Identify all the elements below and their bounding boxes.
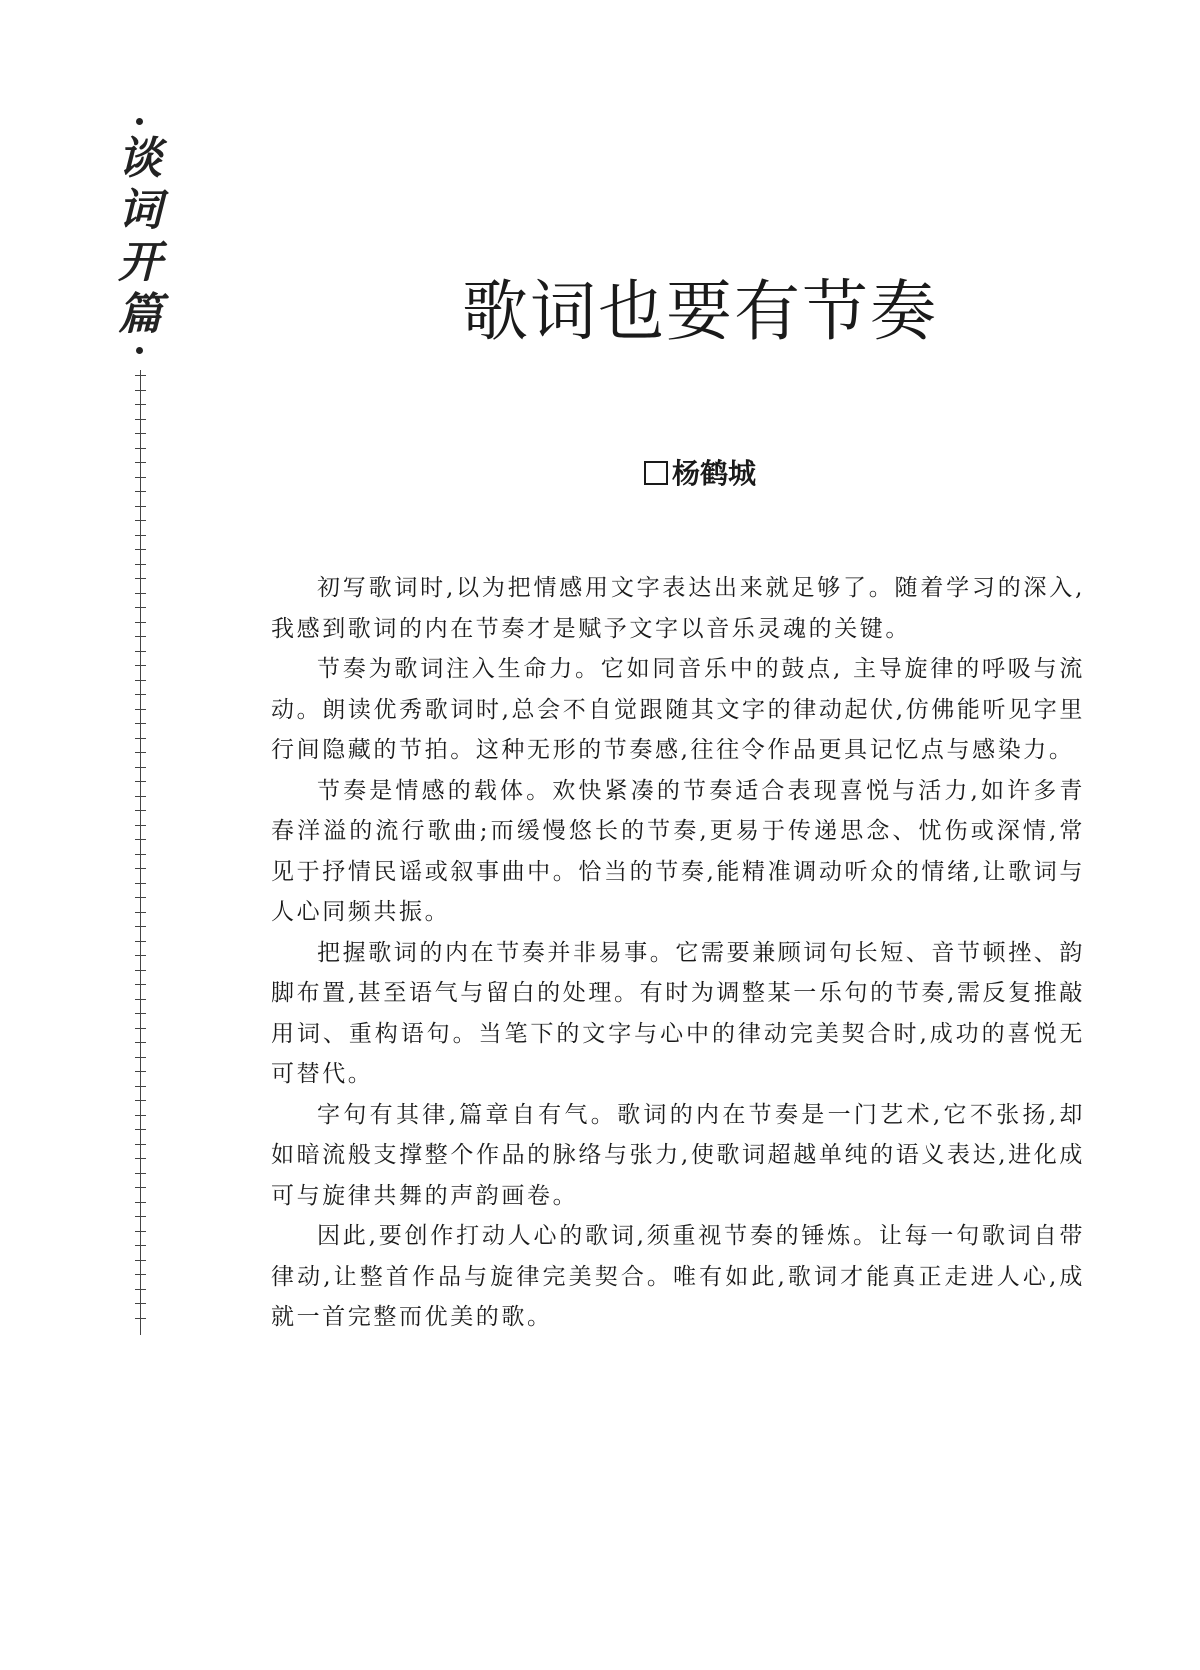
- article-paragraph: 节奏是情感的载体。欢快紧凑的节奏适合表现喜悦与活力,如许多青春洋溢的流行歌曲;而缓慢悠长的节奏,更易于传递思念、忧伤或深情,常见于抒情民谣或叙事曲中。恰当的节奏,能精准调动听众的情绪,让歌词与人心同频共振。: [271, 777, 1085, 925]
- decorative-cross-tick: [135, 665, 146, 666]
- decorative-cross-tick: [135, 723, 146, 724]
- article-paragraph: 把握歌词的内在节奏并非易事。它需要兼顾词句长短、音节顿挫、韵脚布置,甚至语气与留白的处理。有时为调整某一乐句的节奏,需反复推敲用词、重构语句。当笔下的文字与心中的律动完美契合时,成功的喜悦无可替代。: [271, 939, 1085, 1087]
- decorative-cross-tick: [135, 1318, 146, 1319]
- decorative-cross-tick: [135, 549, 146, 550]
- article-title: 歌词也要有节奏: [462, 273, 938, 350]
- article-paragraph: 初写歌词时,以为把情感用文字表达出来就足够了。随着学习的深入,我感到歌词的内在节奏才是赋予文字以音乐灵魂的关键。: [271, 575, 1085, 642]
- decorative-cross-tick: [135, 1013, 146, 1014]
- decor-dot-bottom: [136, 347, 143, 354]
- section-tag-char: 开: [118, 237, 162, 288]
- decorative-cross-tick: [135, 694, 146, 695]
- decorative-cross-tick: [135, 390, 146, 391]
- decorative-cross-tick: [135, 1071, 146, 1072]
- decorative-cross-tick: [135, 883, 146, 884]
- decorative-cross-tick: [135, 1216, 146, 1217]
- decorative-cross-tick: [135, 375, 146, 376]
- decorative-cross-tick: [135, 1129, 146, 1130]
- decorative-cross-tick: [135, 825, 146, 826]
- decorative-cross-tick: [135, 912, 146, 913]
- decorative-cross-tick: [135, 1274, 146, 1275]
- decorative-cross-tick: [135, 781, 146, 782]
- decorative-cross-tick: [135, 941, 146, 942]
- decorative-cross-tick: [135, 810, 146, 811]
- decorative-cross-tick: [135, 1042, 146, 1043]
- decorative-cross-tick: [135, 854, 146, 855]
- decorative-cross-tick: [135, 839, 146, 840]
- decorative-cross-tick: [135, 752, 146, 753]
- decorative-cross-tick: [135, 433, 146, 434]
- decorative-cross-tick: [135, 404, 146, 405]
- decorative-cross-tick: [135, 1028, 146, 1029]
- section-tag: [118, 133, 162, 341]
- article-paragraph: 因此,要创作打动人心的歌词,须重视节奏的锤炼。让每一句歌词自带律动,让整首作品与旋律完美契合。唯有如此,歌词才能真正走进人心,成就一首完整而优美的歌。: [271, 1223, 1085, 1330]
- decorative-cross-tick: [135, 1144, 146, 1145]
- decorative-cross-tick: [135, 1231, 146, 1232]
- decorative-cross-tick: [135, 1245, 146, 1246]
- decorative-cross-tick: [135, 506, 146, 507]
- decorative-cross-tick: [135, 578, 146, 579]
- decorative-cross-tick: [135, 1303, 146, 1304]
- decorative-cross-tick: [135, 796, 146, 797]
- decorative-cross-tick: [135, 926, 146, 927]
- author-name: 杨鹤城: [671, 457, 756, 490]
- decorative-cross-tick: [135, 1100, 146, 1101]
- decorative-cross-tick: [135, 448, 146, 449]
- decorative-cross-tick: [135, 535, 146, 536]
- decor-dot-top: [136, 118, 143, 125]
- decorative-cross-tick: [135, 1187, 146, 1188]
- decorative-cross-tick: [135, 419, 146, 420]
- decorative-cross-tick: [135, 1086, 146, 1087]
- section-tag-char: 篇: [118, 289, 162, 340]
- section-tag-char: 词: [118, 185, 162, 236]
- decorative-cross-tick: [135, 593, 146, 594]
- decorative-cross-tick: [135, 651, 146, 652]
- decorative-cross-tick: [135, 738, 146, 739]
- decorative-cross-tick: [135, 1289, 146, 1290]
- article-paragraph: 节奏为歌词注入生命力。它如同音乐中的鼓点, 主导旋律的呼吸与流动。朗读优秀歌词时,总会不自觉跟随其文字的律动起伏,仿佛能听见字里行间隐藏的节拍。这种无形的节奏感,往往令作品更具记忆点与感染力。: [271, 656, 1085, 763]
- decorative-cross-tick: [135, 1260, 146, 1261]
- decorative-cross-tick: [135, 1057, 146, 1058]
- decorative-cross-tick: [135, 607, 146, 608]
- decorative-cross-tick: [135, 462, 146, 463]
- decorative-cross-tick: [135, 491, 146, 492]
- section-sidebar: [118, 118, 162, 354]
- decorative-cross-tick: [135, 564, 146, 565]
- decorative-cross-tick: [135, 955, 146, 956]
- decorative-cross-tick: [135, 709, 146, 710]
- article-body: [271, 568, 1085, 1338]
- decorative-cross-tick: [135, 636, 146, 637]
- section-tag-char: 谈: [118, 133, 162, 184]
- decorative-cross-tick: [135, 1115, 146, 1116]
- decorative-cross-tick: [135, 999, 146, 1000]
- decorative-cross-line: [140, 370, 141, 1335]
- decorative-cross-tick: [135, 520, 146, 521]
- decorative-cross-tick: [135, 477, 146, 478]
- decorative-cross-tick: [135, 970, 146, 971]
- decorative-cross-tick: [135, 680, 146, 681]
- author-box-icon: [644, 461, 668, 485]
- decorative-cross-tick: [135, 897, 146, 898]
- decorative-cross-tick: [135, 1173, 146, 1174]
- article-author: [300, 452, 1100, 492]
- decorative-cross-tick: [135, 984, 146, 985]
- article-paragraph: 字句有其律,篇章自有气。歌词的内在节奏是一门艺术,它不张扬,却如暗流般支撑整个作品的脉络与张力,使歌词超越单纯的语义表达,进化成可与旋律共舞的声韵画卷。: [271, 1101, 1085, 1209]
- decorative-cross-tick: [135, 622, 146, 623]
- decorative-cross-tick: [135, 868, 146, 869]
- decorative-cross-tick: [135, 1158, 146, 1159]
- decorative-cross-tick: [135, 1202, 146, 1203]
- decorative-cross-tick: [135, 767, 146, 768]
